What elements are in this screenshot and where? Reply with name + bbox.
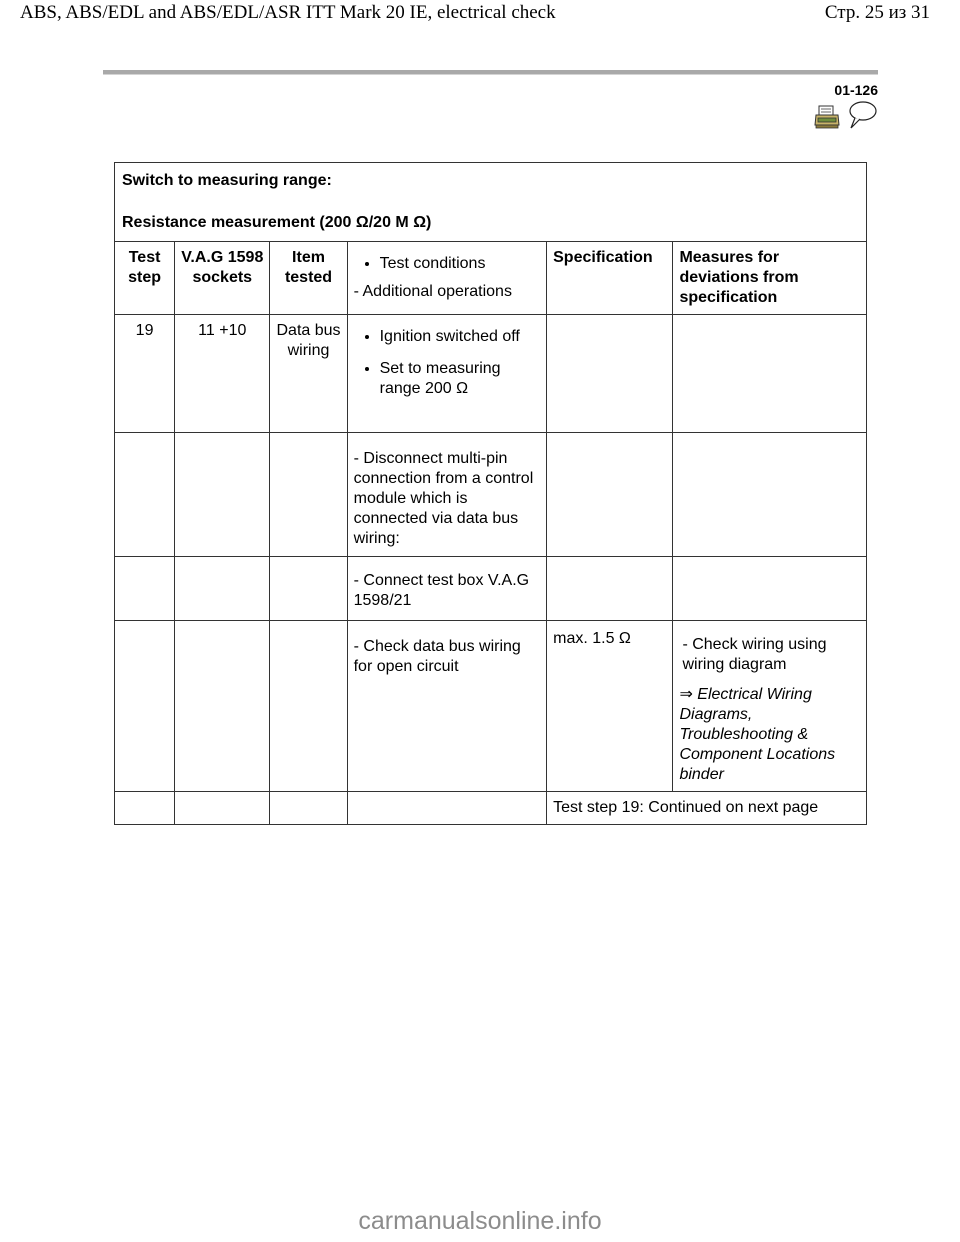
test-conditions [347,315,547,433]
operation-disconnect: - Disconnect multi-pin connection from a control module which is connected via data bus wiring: [347,433,547,557]
col-header-specification: Specification [547,242,673,315]
printer-icon[interactable] [814,105,840,129]
measures-cell [673,315,867,433]
continuation-note: Test step 19: Continued on next page [547,792,867,825]
col-header-sockets: V.A.G 1598 sockets [175,242,270,315]
intro-cell [115,163,867,242]
test-step-number: 19 [115,315,175,433]
watermark: carmanualsonline.info [358,1207,602,1235]
speech-bubble-icon[interactable] [846,100,878,130]
specification-value: max. 1.5 Ω [547,621,673,792]
condition-measuring-range: • Set to measuring range 200 Ω [380,359,541,399]
table-row [115,315,867,433]
arrow-icon: ⇒ [679,686,693,703]
table-row [115,792,867,825]
col-header-additional-ops: - Additional operations [353,283,512,300]
specification-cell [547,315,673,433]
test-step-table [114,162,867,825]
table-row [115,163,867,242]
document-number: 01-126 [834,82,878,98]
document-title: ABS, ABS/EDL and ABS/EDL/ASR ITT Mark 20 IE, electrical check [20,2,556,23]
table-row [115,621,867,792]
col-header-measures: Measures for deviations from specification [673,242,867,315]
header-rule [103,70,878,75]
condition-ignition-off: • Ignition switched off [380,327,541,347]
table-header-row [115,242,867,315]
item-tested: Data bus wiring [270,315,347,433]
table-row [115,433,867,557]
operation-check-data-bus: - Check data bus wiring for open circuit [347,621,547,792]
resistance-measurement-label: Resistance measurement (200 Ω/20 M Ω) [122,214,432,231]
reference-text: Electrical Wiring Diagrams, Troubleshooting & Component Locations binder [679,686,836,783]
col-header-test-conditions: • Test conditions [380,254,541,274]
measuring-range-label: Switch to measuring range: [122,172,332,189]
wiring-diagram-reference[interactable] [679,685,860,785]
operation-connect-test-box: - Connect test box V.A.G 1598/21 [347,557,547,621]
table-row [115,557,867,621]
socket-numbers: 11 +10 [175,315,270,433]
measure-check-wiring: - Check wiring using wiring diagram [682,636,827,673]
col-header-test-step: Test step [115,242,175,315]
page-indicator: Стр. 25 из 31 [824,2,930,23]
col-header-conditions [347,242,547,315]
col-header-item-tested: Item tested [270,242,347,315]
measures-cell [673,621,867,792]
